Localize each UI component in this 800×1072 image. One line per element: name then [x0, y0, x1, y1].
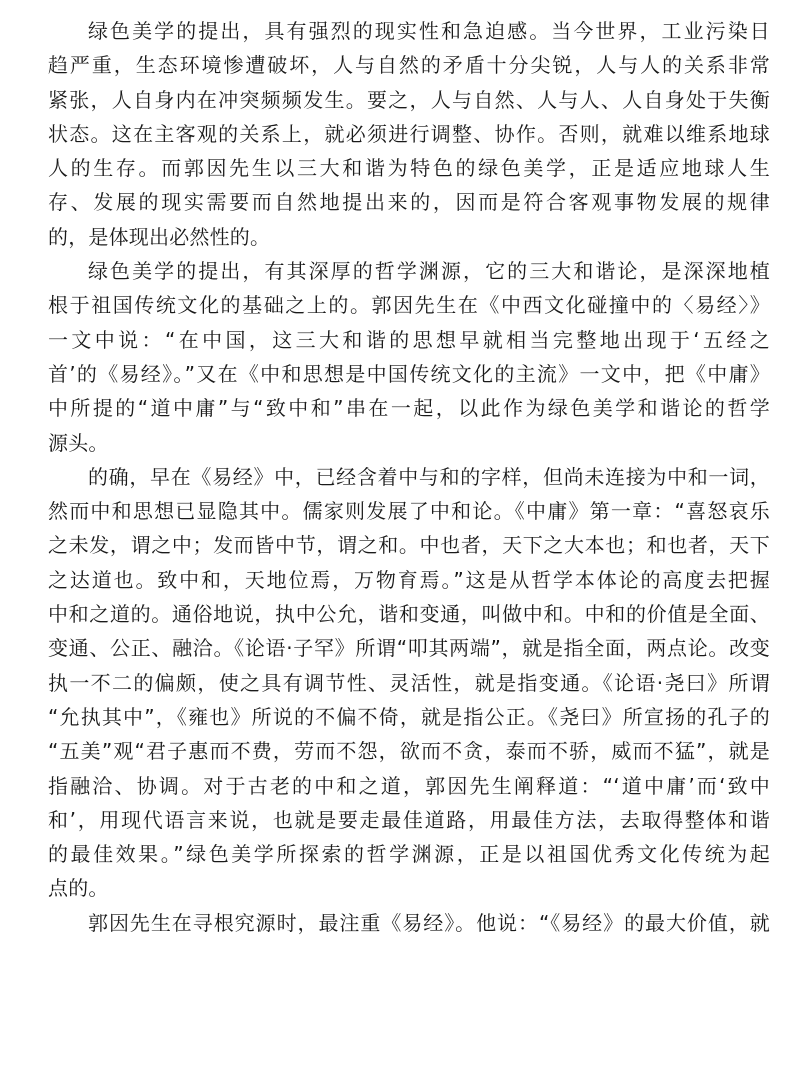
text-line: 然而中和思想已显隐其中。儒家则发展了中和论。《中庸》第一章：“喜怒哀乐 [48, 499, 770, 524]
document-page [48, 14, 770, 940]
text-line: 根于祖国传统文化的基础之上的。郭因先生在《中西文化碰撞中的〈易经〉》 [48, 293, 770, 318]
text-line: 人的生存。而郭因先生以三大和谐为特色的绿色美学，正是适应地球人生 [48, 156, 770, 181]
text-line: 首’的《易经》。”又在《中和思想是中国传统文化的主流》一文中，把《中庸》 [48, 361, 770, 386]
text-line: 源头。 [48, 430, 109, 455]
text-line: “五美”观“君子惠而不费，劳而不怨，欲而不贪，泰而不骄，威而不猛”，就是 [48, 739, 770, 764]
text-line: 之达道也。致中和，天地位焉，万物育焉。”这是从哲学本体论的高度去把握 [48, 567, 770, 592]
text-line: 的确，早在《易经》中，已经含着中与和的字样，但尚未连接为中和一词， [88, 464, 770, 489]
text-line: 状态。这在主客观的关系上，就必须进行调整、协作。否则，就难以维系地球 [48, 121, 770, 146]
text-line: 紧张，人自身内在冲突频频发生。要之，人与自然、人与人、人自身处于失衡 [48, 87, 770, 112]
text-line: 的，是体现出必然性的。 [48, 224, 271, 249]
text-line: “允执其中”，《雍也》所说的不偏不倚，就是指公正。《尧曰》所宣扬的孔子的 [48, 704, 770, 729]
text-line: 绿色美学的提出，有其深厚的哲学渊源，它的三大和谐论，是深深地植 [88, 259, 770, 284]
text-line: 之未发，谓之中；发而皆中节，谓之和。中也者，天下之大本也；和也者，天下 [48, 533, 770, 558]
text-line: 趋严重，生态环境惨遭破坏，人与自然的矛盾十分尖锐，人与人的关系非常 [48, 53, 770, 78]
text-line: 绿色美学的提出，具有强烈的现实性和急迫感。当今世界，工业污染日 [88, 19, 770, 43]
text-line: 中所提的“道中庸”与“致中和”串在一起，以此作为绿色美学和谐论的哲学 [48, 396, 770, 421]
text-line: 一文中说：“在中国，这三大和谐的思想早就相当完整地出现于‘五经之 [48, 327, 770, 352]
text-line: 郭因先生在寻根究源时，最注重《易经》。他说：“《易经》的最大价值，就 [88, 910, 770, 935]
text-line: 中和之道的。通俗地说，执中公允，谐和变通，叫做中和。中和的价值是全面、 [48, 602, 770, 627]
text-line: 存、发展的现实需要而自然地提出来的，因而是符合客观事物发展的规律 [48, 190, 770, 215]
text-line: 变通、公正、融洽。《论语·子罕》所谓“叩其两端”，就是指全面，两点论。改变 [48, 636, 770, 661]
text-line: 点的。 [48, 876, 109, 901]
text-line: 和’，用现代语言来说，也就是要走最佳道路，用最佳方法，去取得整体和谐 [48, 807, 770, 832]
text-line: 的最佳效果。”绿色美学所探索的哲学渊源，正是以祖国优秀文化传统为起 [48, 842, 770, 867]
text-line: 指融洽、协调。对于古老的中和之道，郭因先生阐释道：“‘道中庸’而‘致中 [48, 773, 770, 798]
text-line: 执一不二的偏颇，使之具有调节性、灵活性，就是指变通。《论语·尧曰》所谓 [48, 670, 770, 695]
